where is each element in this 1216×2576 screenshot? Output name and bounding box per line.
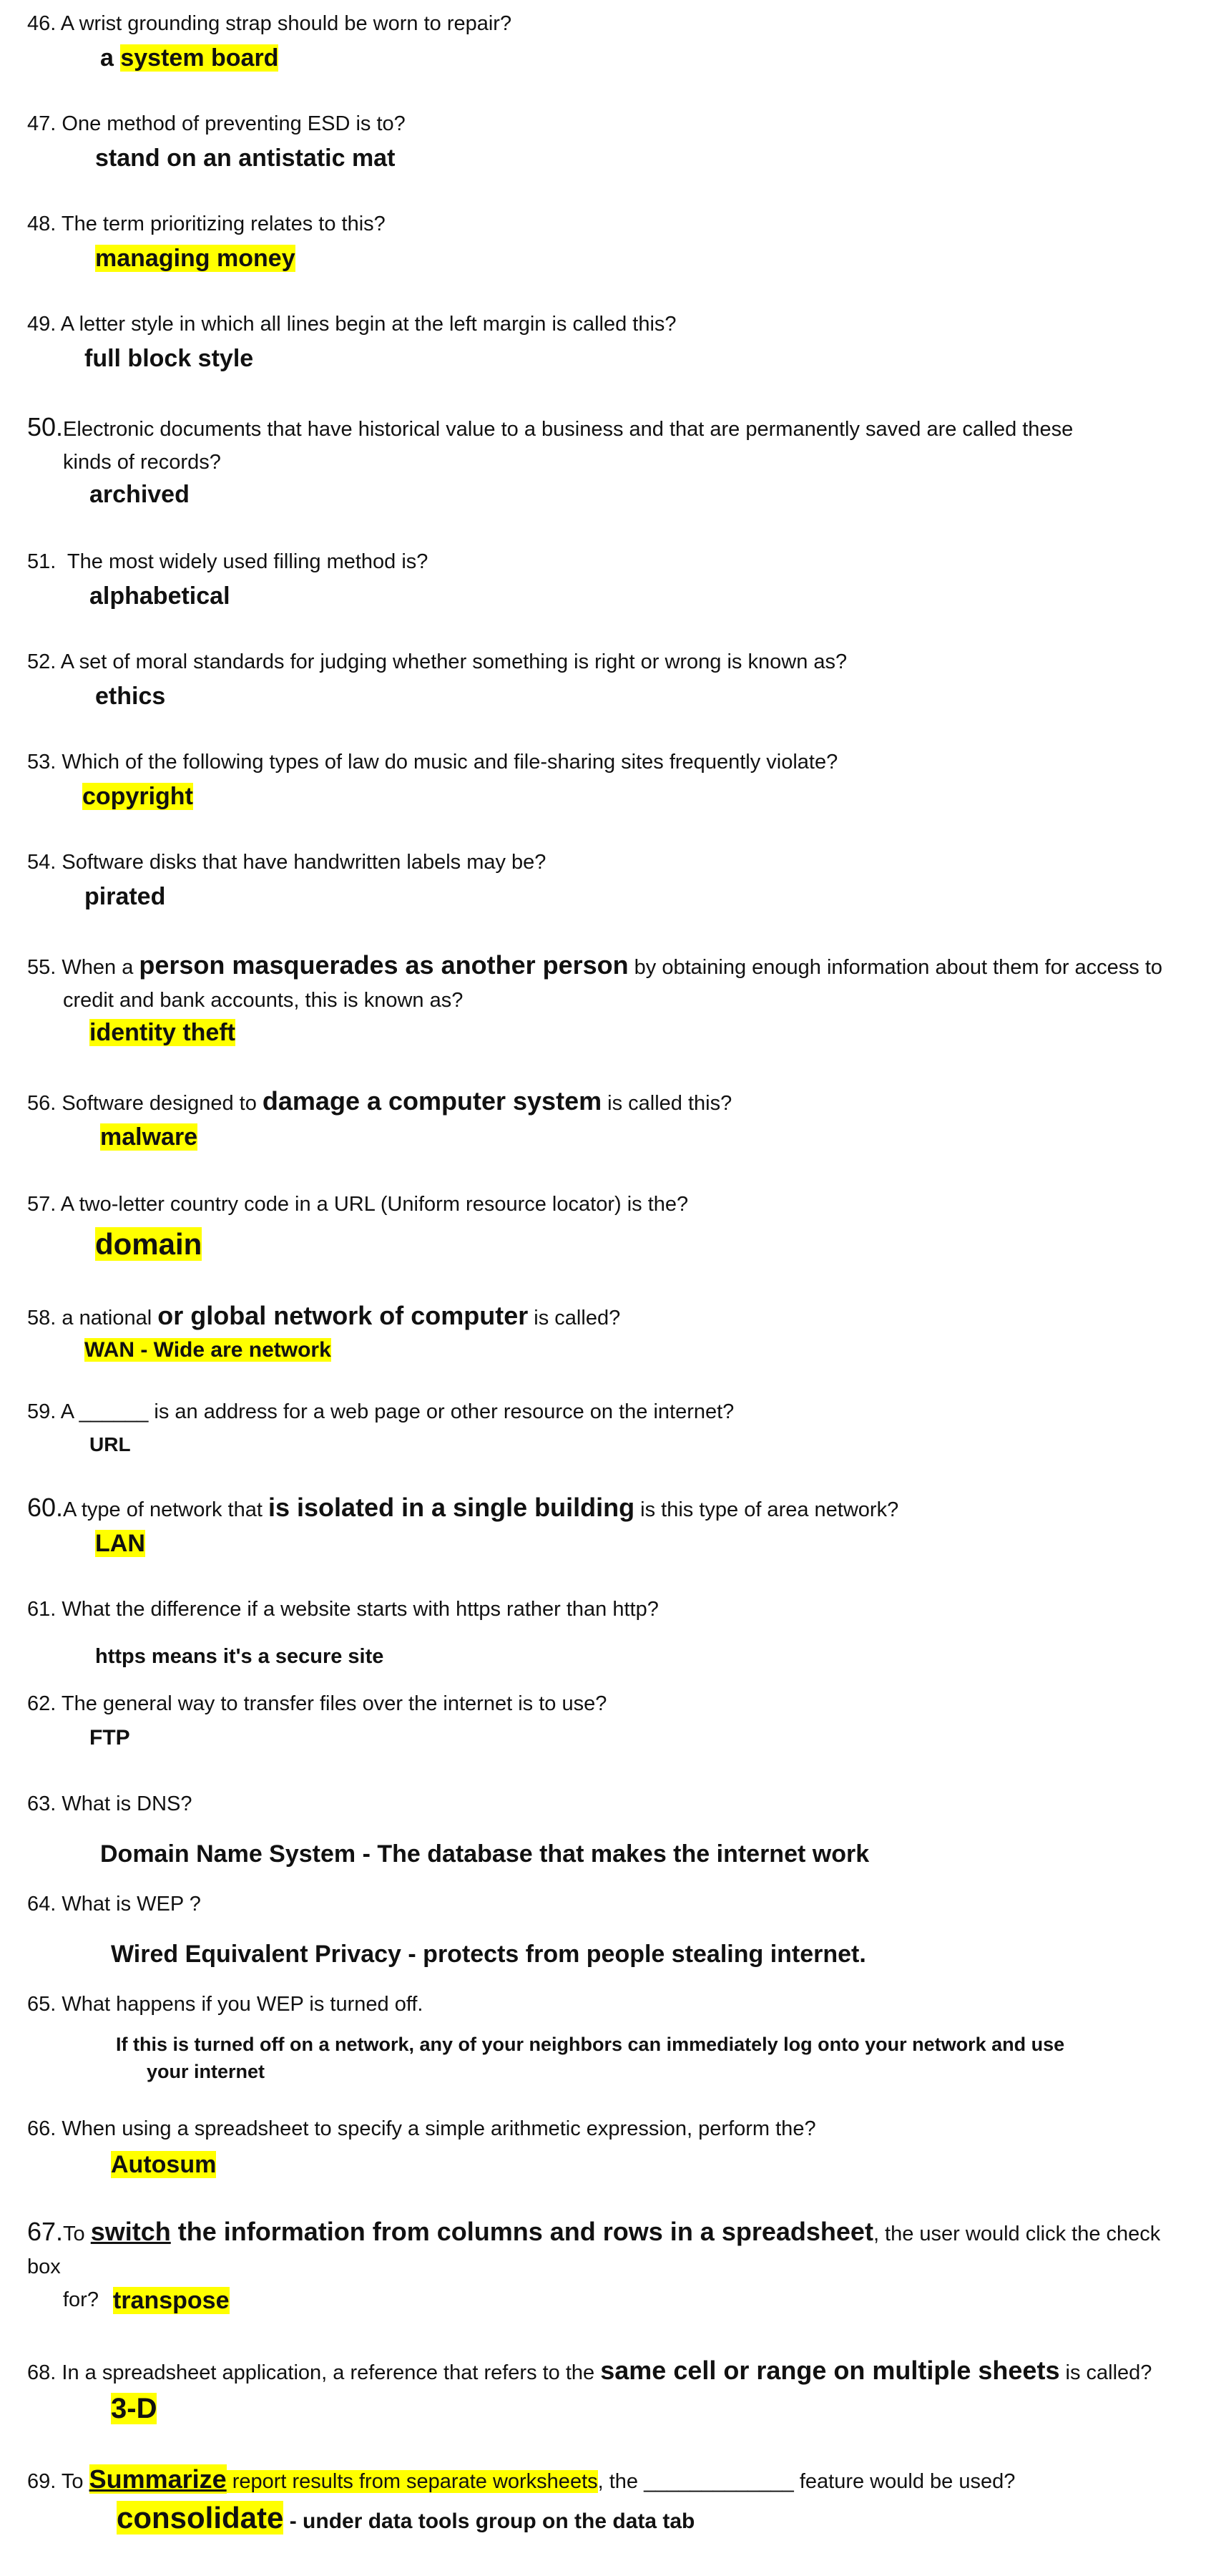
answer-continued: your internet <box>147 2061 265 2082</box>
answer: full block style <box>84 345 254 372</box>
answer: https means it's a secure site <box>95 1645 384 1668</box>
answer: transpose <box>113 2287 230 2314</box>
answer: stand on an antistatic mat <box>95 145 396 172</box>
answer: LAN <box>95 1530 145 1557</box>
answer: consolidate - under data tools group on the data tab <box>117 2501 695 2534</box>
question-text: 54. Software disks that have handwritten labels may be? <box>27 851 546 874</box>
answer: WAN - Wide are network <box>84 1338 331 1362</box>
answer: alphabetical <box>89 582 230 610</box>
question-text: 61. What the difference if a website starts with https rather than http? <box>27 1598 659 1621</box>
question-text: 49. A letter style in which all lines begin at the left margin is called this? <box>27 313 677 336</box>
question-text: 69. To Summarize report results from separate worksheets, the _____________ feature would be used? <box>27 2464 1016 2494</box>
question-text: 63. What is DNS? <box>27 1792 192 1815</box>
question-text: 50.Electronic documents that have historical value to a business and that are permanently saved are called these kinds of records? <box>27 412 1074 474</box>
question-text: 57. A two-letter country code in a URL (Uniform resource locator) is the? <box>27 1193 689 1216</box>
answer: archived <box>89 481 190 508</box>
answer: Domain Name System - The database that makes the internet work <box>100 1840 870 1868</box>
answer: copyright <box>82 783 193 810</box>
question-text: 55. When a person masquerades as another person by obtaining enough information about them for access to credit and bank accounts, this is known as? <box>27 950 1163 1012</box>
question-text: 56. Software designed to damage a computer system is called this? <box>27 1086 732 1116</box>
answer: FTP <box>89 1726 130 1750</box>
question-text: 48. The term prioritizing relates to this? <box>27 213 386 235</box>
question-text: 58. a national or global network of computer is called? <box>27 1301 621 1330</box>
answer: pirated <box>84 883 166 910</box>
answer: malware <box>100 1123 198 1151</box>
question-text: 66. When using a spreadsheet to specify a simple arithmetic expression, perform the? <box>27 2117 816 2140</box>
question-text: 53. Which of the following types of law do music and file-sharing sites frequently violate? <box>27 751 838 774</box>
question-text: 68. In a spreadsheet application, a reference that refers to the same cell or range on multiple sheets is called? <box>27 2356 1152 2385</box>
answer: identity theft <box>89 1019 235 1046</box>
answer: managing money <box>95 245 295 272</box>
answer: Wired Equivalent Privacy - protects from people stealing internet. <box>111 1941 866 1968</box>
question-text: 65. What happens if you WEP is turned off. <box>27 1993 423 2016</box>
answer: URL <box>89 1433 131 1455</box>
question-text: 62. The general way to transfer files over the internet is to use? <box>27 1692 607 1715</box>
question-text: 67.To switch the information from columns and rows in a spreadsheet, the user would click the check box for? <box>27 2217 1161 2311</box>
answer: domain <box>95 1227 202 1261</box>
question-text: 60.A type of network that is isolated in a single building is this type of area network? <box>27 1493 899 1522</box>
answer: Autosum <box>111 2151 217 2178</box>
answer: ethics <box>95 683 166 710</box>
answer: 3-D <box>111 2393 157 2424</box>
question-text: 59. A ______ is an address for a web page or other resource on the internet? <box>27 1400 735 1423</box>
answer: a system board <box>100 44 279 72</box>
question-text: 46. A wrist grounding strap should be worn to repair? <box>27 12 512 35</box>
question-text: 51. The most widely used filling method is? <box>27 550 428 573</box>
answer: If this is turned off on a network, any of your neighbors can immediately log onto your network and use <box>116 2034 1065 2055</box>
question-text: 64. What is WEP ? <box>27 1893 201 1916</box>
question-text: 52. A set of moral standards for judging whether something is right or wrong is known as? <box>27 650 848 673</box>
question-text: 47. One method of preventing ESD is to? <box>27 112 406 135</box>
